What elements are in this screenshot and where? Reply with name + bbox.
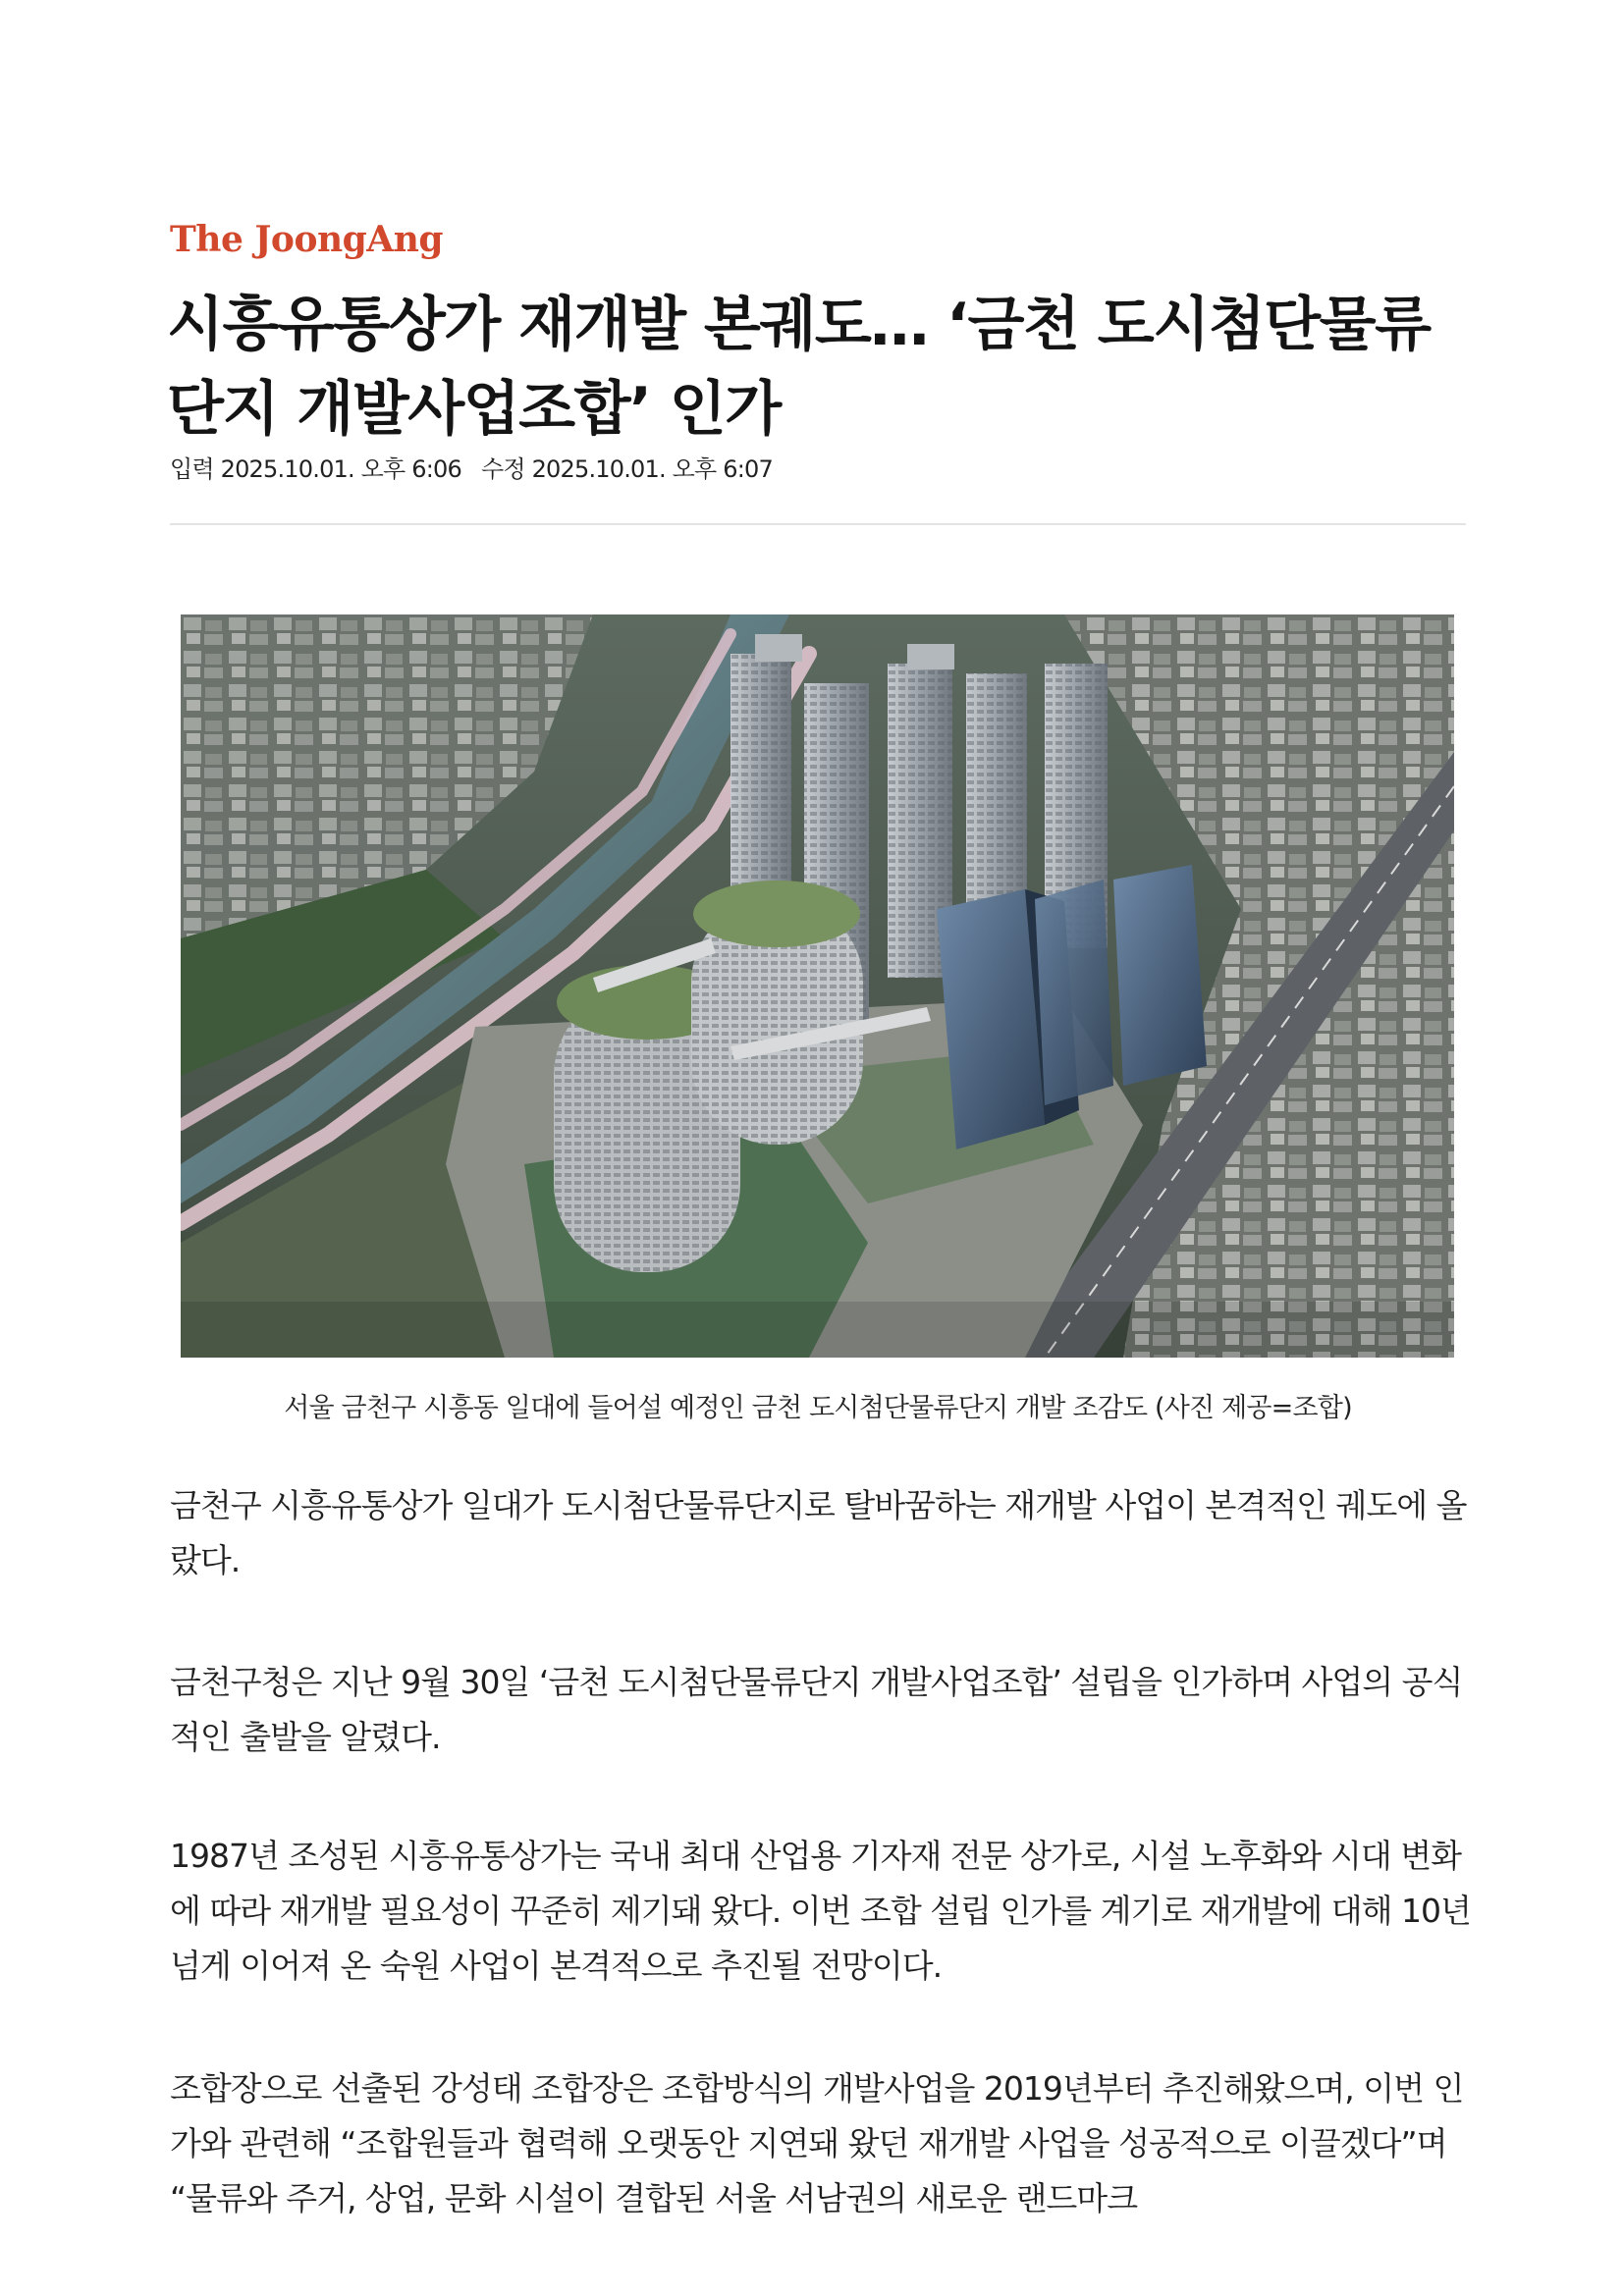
article-headline: 시흥유통상가 재개발 본궤도… ‘금천 도시첨단물류단지 개발사업조합’ 인가 [167, 291, 1431, 444]
article-paragraph: 1987년 조성된 시흥유통상가는 국내 최대 산업용 기자재 전문 상가로, 시설 노후화와 시대 변화에 따라 재개발 필요성이 꾸준히 제기돼 왔다. 이번 조합 설립 인가를 계기로 재개발에 대해 10년 넘게 이어져 온 숙원 사업이 본격적으로 추진될 전망이다. [170, 1837, 1471, 1985]
publication-logo[interactable]: The JoongAng [170, 219, 444, 260]
article-paragraph: 금천구 시흥유통상가 일대가 도시첨단물류단지로 탈바꿈하는 재개발 사업이 본격적인 궤도에 올랐다. [170, 1486, 1467, 1579]
header-divider [170, 523, 1466, 525]
updated-date: 수정 2025.10.01. 오후 6:07 [480, 455, 773, 483]
photo-caption: 서울 금천구 시흥동 일대에 들어설 예정인 금천 도시첨단물류단지 개발 조감도 (사진 제공=조합) [284, 1393, 1352, 1423]
article-paragraph: 금천구청은 지난 9월 30일 ‘금천 도시첨단물류단지 개발사업조합’ 설립을 인가하며 사업의 공식적인 출발을 알렸다. [170, 1663, 1463, 1756]
article-dates [170, 450, 773, 484]
article-paragraph: 조합장으로 선출된 강성태 조합장은 조합방식의 개발사업을 2019년부터 추진해왔으며, 이번 인가와 관련해 “조합원들과 협력해 오랫동안 지연돼 왔던 재개발 사업을 성공적으로 이끌겠다”며 “물류와 주거, 상업, 문화 시설이 결합된 서울 서남권의 새로운 랜드마크 [170, 2069, 1464, 2217]
development-rendering-image [181, 614, 1454, 1358]
article-photo [181, 614, 1454, 1358]
published-date: 입력 2025.10.01. 오후 6:06 [170, 455, 461, 483]
